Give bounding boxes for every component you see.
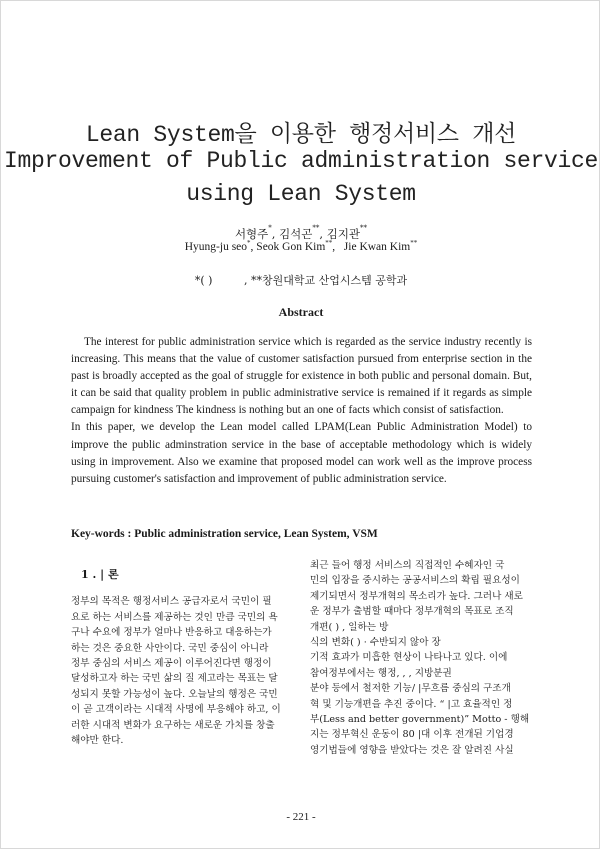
- author-english-1: Hyung-ju seo: [184, 241, 248, 253]
- right-column-line: 혁 및 기능개편을 추진 중이다. “ |고 효율적인 정: [310, 698, 513, 710]
- authors-english: Hyung-ju seo*, Seok Gon Kim**, Jie Kwan Kim**: [184, 239, 418, 253]
- author-en-mark-2: **: [325, 239, 333, 247]
- right-column-line: 영기법들에 영향을 받았다는 것은 잘 알려진 사실: [310, 744, 514, 756]
- right-column: [310, 558, 535, 758]
- right-column-line: 식의 변화( ) · 수반되지 않아 장: [310, 637, 441, 649]
- right-column-line: 부(Less and better government)” Motto - 행해: [310, 714, 530, 726]
- authors-korean: 서형주*, 김석곤**, 김지관**: [234, 224, 368, 241]
- left-column-line: 달성하고자 하는 국민 삶의 질 제고라는 목표는 달: [71, 673, 278, 685]
- left-column-line: 정부의 목적은 행정서비스 공급자로서 국민이 필: [71, 596, 272, 608]
- left-column-line: 정부 중심의 서비스 제공이 이루어진다면 행정이: [71, 658, 272, 670]
- abstract-heading: Abstract: [278, 305, 324, 319]
- affiliation-second: **창원대학교 산업시스템 공학과: [250, 274, 408, 287]
- left-column-line: 구나 수요에 정부가 얼마나 반응하고 대응하는가: [71, 627, 272, 639]
- left-column-line: 러한 시대적 변화가 요구하는 새로운 가치를 창출: [71, 719, 275, 731]
- author-korean-2: 김석곤: [279, 227, 313, 241]
- author-en-mark-1: *: [247, 239, 251, 247]
- right-column-line: 최근 들어 행정 서비스의 직접적인 수혜자인 국: [310, 560, 505, 571]
- author-mark-3: **: [360, 224, 368, 232]
- left-column-line: 성되지 못할 가능성이 높다. 오늘날의 행정은 국민: [71, 688, 278, 700]
- title-english-line2: using Lean System: [186, 181, 416, 207]
- keywords: Key-words : Public administration service, Lean System, VSM: [71, 528, 378, 540]
- right-column-line: 지는 정부혁신 운동이 80 |대 이후 전개된 기업경: [310, 729, 514, 741]
- author-english-2: Seok Gon Kim: [256, 241, 326, 253]
- right-column-line: 제기되면서 정부개혁의 목소리가 높다. 그러나 새로: [310, 590, 523, 602]
- right-column-text: [310, 558, 535, 758]
- author-mark-1: *: [268, 224, 272, 232]
- right-column-line: 운 정부가 출범할 때마다 정부개혁의 목표로 조직: [310, 606, 514, 618]
- page-number: - 221 -: [286, 811, 316, 823]
- abstract-paragraph-1: The interest for public administration service which is regarded as the service industry recently is increasing. This means that the value of customer satisfaction pursued from enterprise section in the past is broadly accepted as the goal of struggle for existence in both public and personal domain. But, it can be said that quality problem in public administrative service is remained if it regards as simple campaign for kindness The kindness is nothing but an one of facts which consist of satisfaction.: [71, 336, 532, 417]
- title-english-line1: Improvement of Public administration service: [3, 148, 599, 174]
- author-mark-2: **: [312, 224, 320, 232]
- section-heading-introduction: 1 . | 론: [81, 568, 119, 581]
- left-column-line: 하는 것은 중요한 사안이다. 국민 중심이 아니라: [71, 642, 269, 654]
- right-column-line: 민의 입장을 중시하는 공공서비스의 확립 필요성이: [310, 575, 520, 587]
- right-column-line: 참여정부에서는 행정, , , 지방분권: [310, 667, 452, 679]
- author-en-mark-3: **: [410, 239, 418, 247]
- right-column-line: 개편( ) , 일하는 방: [310, 621, 389, 633]
- left-column-line: 이 곧 고객이라는 시대적 사명에 부응해야 하고, 이: [71, 704, 281, 716]
- abstract-paragraph-2: In this paper, we develop the Lean model called LPAM(Lean Public Administration Model) to improve the public adminstration service in the base of acceptable methodology which is widely using in improvement. Also we examine that proposed model can work well as the improve process pursuing customer's satisfaction and improvement of public administration service.: [71, 421, 532, 485]
- abstract-body: [71, 334, 532, 488]
- left-column: [71, 567, 296, 748]
- right-column-line: 기적 효과가 미흡한 현상이 나타나고 있다. 이에: [310, 652, 508, 664]
- right-column-line: 분야 등에서 철저한 기능/ |무흐름 중심의 구조개: [310, 683, 511, 695]
- title-korean: Lean System을 이용한 행정서비스 개선: [85, 122, 517, 148]
- affiliation-first: *( ): [194, 274, 213, 287]
- left-column-text: [71, 594, 296, 748]
- left-column-line: 해야만 한다.: [71, 735, 124, 747]
- left-column-line: 요로 하는 서비스를 제공하는 것인 만큼 국민의 욕: [71, 611, 278, 623]
- affiliation: *( ) , **창원대학교 산업시스템 공학과: [194, 274, 408, 287]
- author-korean-1: 서형주: [234, 227, 269, 241]
- author-korean-3: 김지관: [326, 227, 361, 241]
- author-english-3: Jie Kwan Kim: [343, 241, 411, 253]
